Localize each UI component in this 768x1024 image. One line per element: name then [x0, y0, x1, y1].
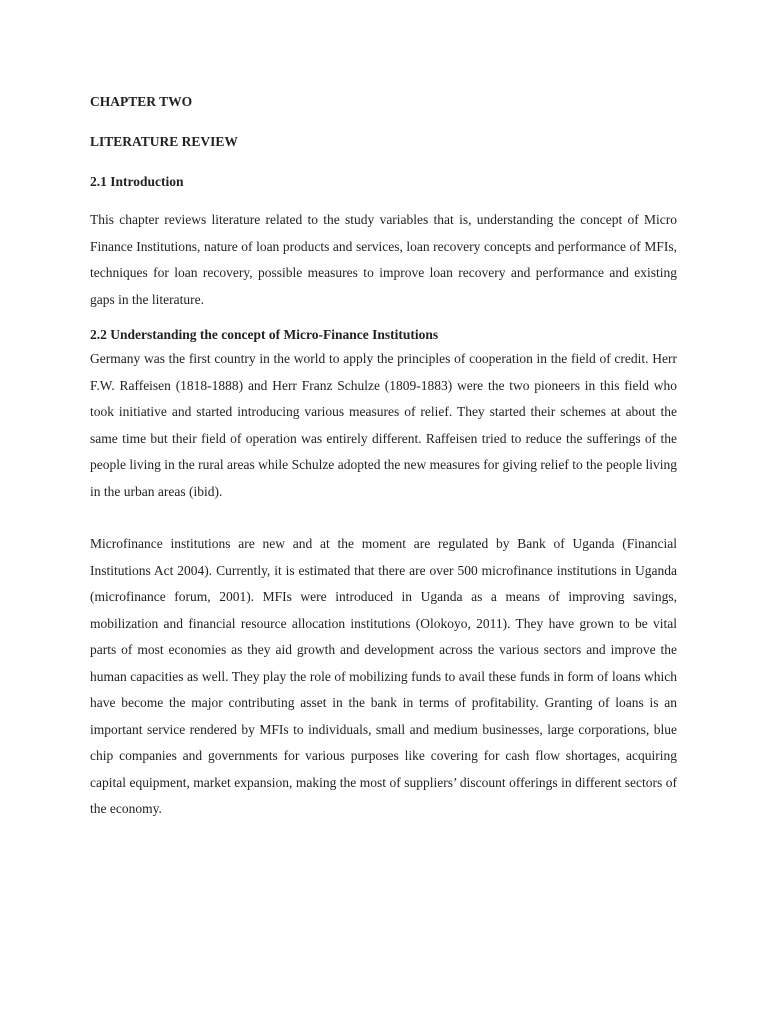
- introduction-paragraph: This chapter reviews literature related to the study variables that is, understanding the concept of Micro Finance Institutions, nature of loan products and services, loan recovery concepts and performance of MFIs, techniques for loan recovery, possible measures to improve loan recovery and performance and existing gaps in the literature.: [90, 212, 677, 307]
- document-page: [90, 93, 677, 823]
- microfinance-paragraph: Microfinance institutions are new and at the moment are regulated by Bank of Uganda (Financial Institutions Act 2004). Currently, it is estimated that there are over 500 microfinance institutions in Uganda (microfinance forum, 2001). MFIs were introduced in Uganda as a means of improving savings, mobilization and financial resource allocation institutions (Olokoyo, 2011). They have grown to be vital parts of most economies as they aid growth and development across the various sectors and improve the human capacities as well. They play the role of mobilizing funds to avail these funds in form of loans which have become the major contributing asset in the bank in terms of profitability. Granting of loans is an important service rendered by MFIs to individuals, small and medium businesses, large corporations, blue chip companies and governments for various purposes like covering for cash flow shortages, acquiring capital equipment, market expansion, making the most of suppliers’ discount offerings in different sectors of the economy.: [90, 536, 677, 816]
- germany-paragraph: Germany was the first country in the world to apply the principles of cooperation in the field of credit. Herr F.W. Raffeisen (1818-1888) and Herr Franz Schulze (1809-1883) were the two pioneers in this field who took initiative and started introducing various measures of relief. They started their schemes at about the same time but their field of operation was entirely different. Raffeisen tried to reduce the sufferings of the people living in the rural areas while Schulze adopted the new measures for giving relief to the people living in the urban areas (ibid).: [90, 351, 677, 499]
- section-title: LITERATURE REVIEW: [90, 134, 238, 149]
- introduction-heading: 2.1 Introduction: [90, 174, 184, 189]
- chapter-title: CHAPTER TWO: [90, 94, 193, 109]
- mfi-concept-heading: 2.2 Understanding the concept of Micro-Finance Institutions: [90, 327, 439, 342]
